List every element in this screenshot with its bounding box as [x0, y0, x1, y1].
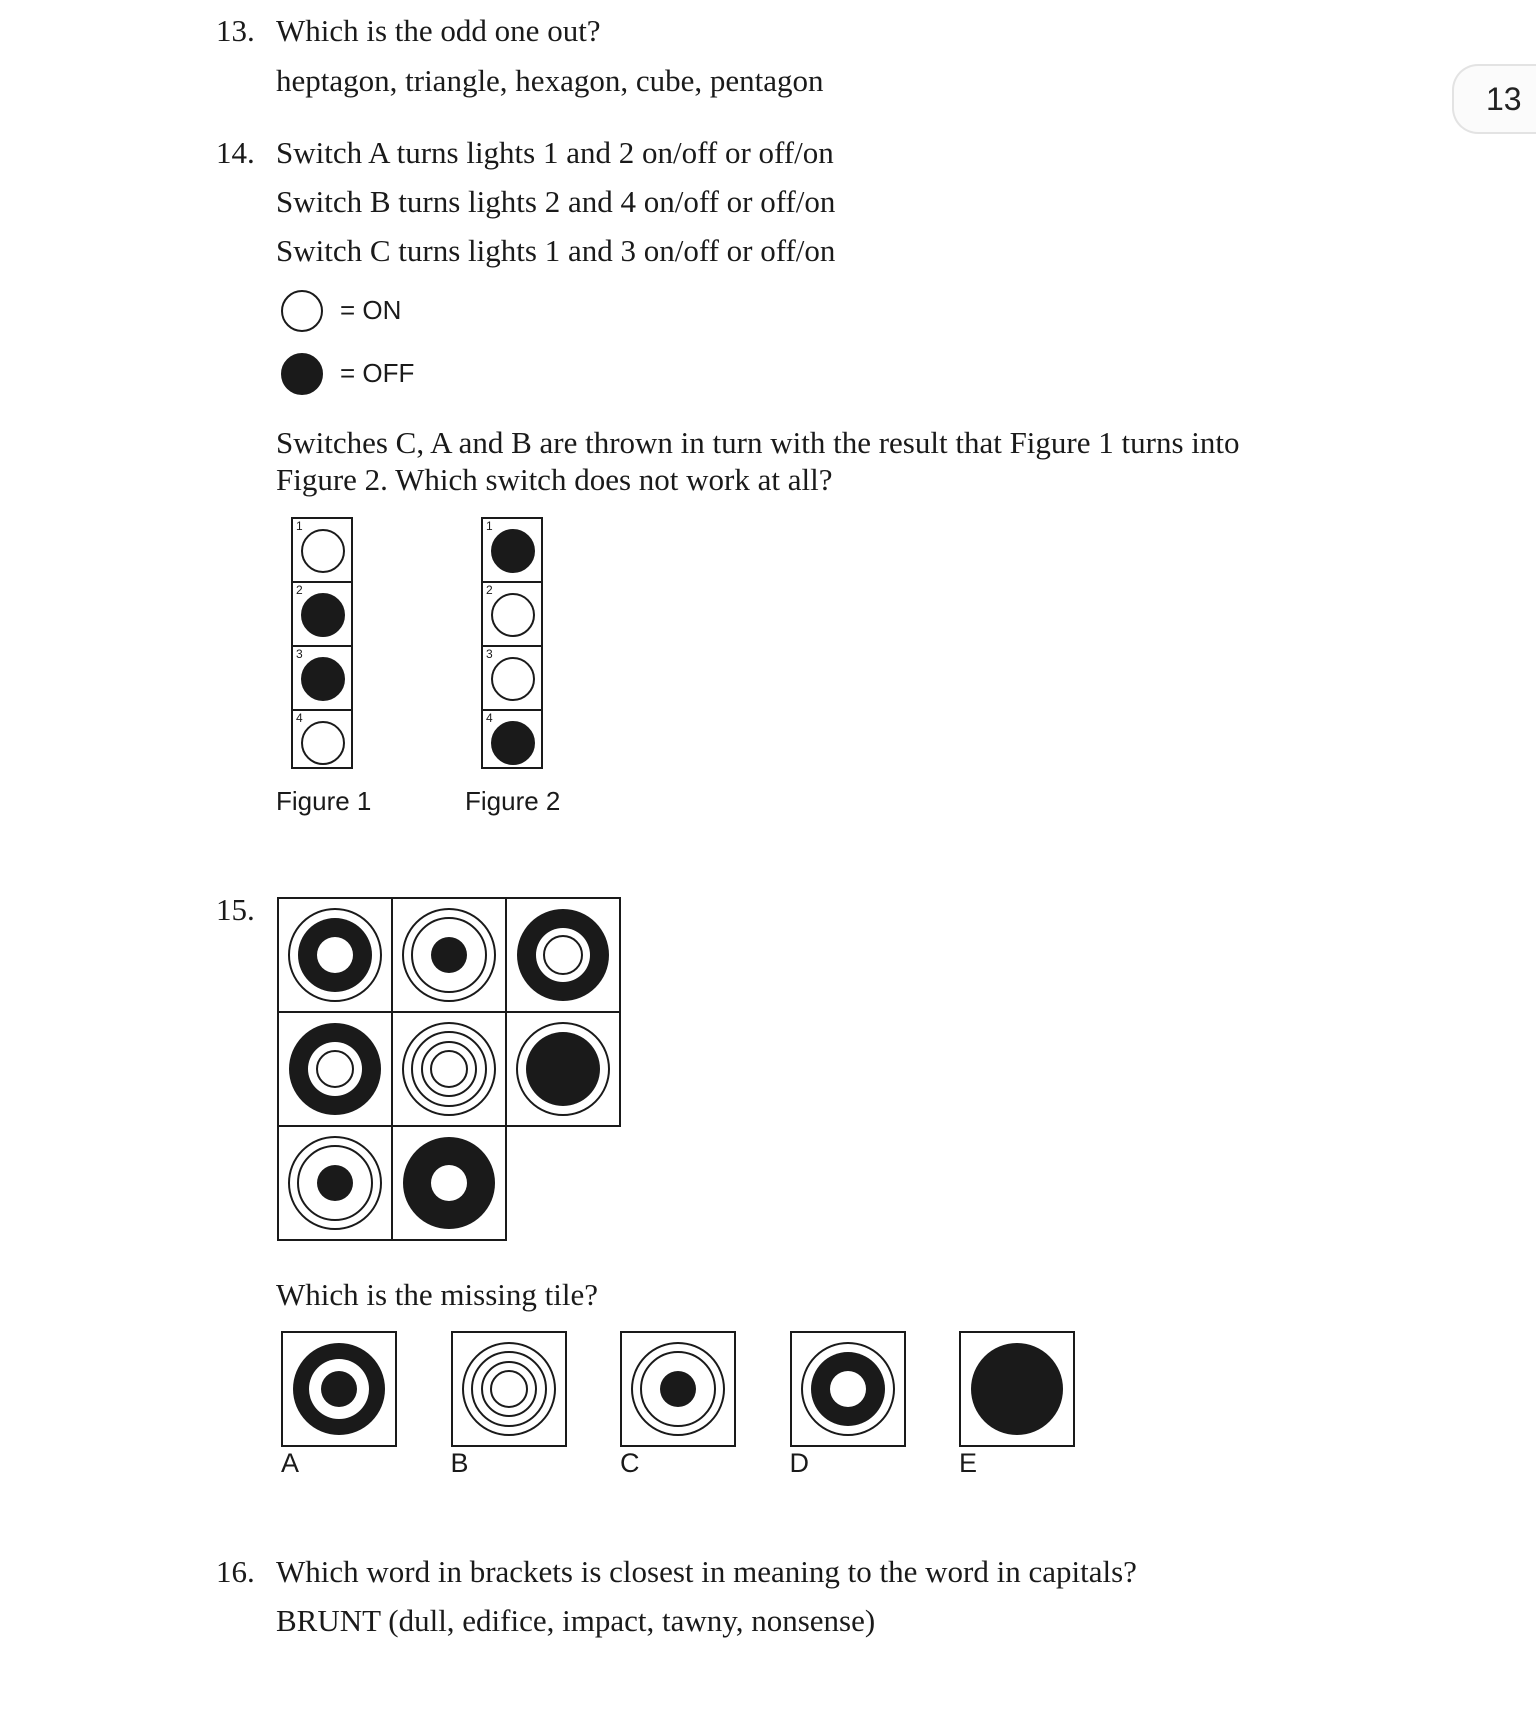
light-cell — [293, 519, 351, 583]
light-number: 3 — [296, 647, 303, 661]
q15-number: 15. — [216, 892, 255, 927]
light-cell — [293, 711, 351, 773]
light-cell — [483, 583, 541, 647]
light-cell — [293, 583, 351, 647]
option-tile-a[interactable] — [281, 1331, 397, 1447]
q14-body-line-1: Switches C, A and B are thrown in turn with the result that Figure 1 turns into — [276, 425, 1240, 460]
light-number: 4 — [486, 711, 493, 725]
q16-prompt: Which word in brackets is closest in meaning to the word in capitals? — [276, 1554, 1137, 1589]
figure-1-lights — [291, 517, 353, 769]
option-label-e: E — [959, 1448, 978, 1478]
light-cell — [483, 711, 541, 773]
legend-on-label: = ON — [340, 295, 402, 325]
page-number-tab — [1452, 64, 1536, 134]
q13-prompt: Which is the odd one out? — [276, 13, 601, 48]
light-number: 1 — [486, 519, 493, 533]
option-tile-d[interactable] — [790, 1331, 906, 1447]
grid-tile — [391, 1125, 507, 1241]
light-cell — [293, 647, 351, 711]
grid-tile — [505, 1011, 621, 1127]
option-label-c: C — [620, 1448, 640, 1478]
light-number: 4 — [296, 711, 303, 725]
option-label-b: B — [450, 1448, 469, 1478]
q14-body-line-2: Figure 2. Which switch does not work at all? — [276, 462, 833, 497]
grid-tile — [277, 897, 393, 1013]
light-cell — [483, 647, 541, 711]
figure-2-caption: Figure 2 — [465, 786, 561, 816]
light-cell — [483, 519, 541, 583]
option-tile-e[interactable] — [959, 1331, 1075, 1447]
q13-options: heptagon, triangle, hexagon, cube, pentagon — [276, 63, 824, 98]
option-tile-b[interactable] — [451, 1331, 567, 1447]
legend-off-circle-icon — [281, 353, 323, 395]
light-on-icon — [491, 657, 535, 701]
q16-line: BRUNT (dull, edifice, impact, tawny, nonsense) — [276, 1603, 876, 1638]
option-tile-c[interactable] — [620, 1331, 736, 1447]
light-number: 2 — [486, 583, 493, 597]
figure-1-caption: Figure 1 — [276, 786, 372, 816]
grid-tile — [277, 1125, 393, 1241]
page-number: 13 — [1486, 80, 1522, 117]
option-label-d: D — [789, 1448, 809, 1478]
figure-2-lights — [481, 517, 543, 769]
grid-tile — [505, 897, 621, 1013]
light-off-icon — [301, 593, 345, 637]
q16-number: 16. — [216, 1554, 255, 1589]
light-number: 3 — [486, 647, 493, 661]
light-off-icon — [491, 721, 535, 765]
legend-on-circle-icon — [281, 290, 323, 332]
q14-line-1: Switch A turns lights 1 and 2 on/off or off/on — [276, 135, 834, 170]
grid-tile — [391, 897, 507, 1013]
q13-number: 13. — [216, 13, 255, 48]
q14-line-2: Switch B turns lights 2 and 4 on/off or off/on — [276, 184, 836, 219]
q15-prompt: Which is the missing tile? — [276, 1277, 599, 1312]
q14-number: 14. — [216, 135, 255, 170]
light-off-icon — [301, 657, 345, 701]
light-off-icon — [491, 529, 535, 573]
legend-off-label: = OFF — [340, 358, 415, 388]
light-on-icon — [491, 593, 535, 637]
grid-tile — [277, 1011, 393, 1127]
light-number: 1 — [296, 519, 303, 533]
light-on-icon — [301, 721, 345, 765]
light-number: 2 — [296, 583, 303, 597]
light-on-icon — [301, 529, 345, 573]
q14-line-3: Switch C turns lights 1 and 3 on/off or off/on — [276, 233, 836, 268]
option-label-a: A — [281, 1448, 300, 1478]
grid-tile — [391, 1011, 507, 1127]
